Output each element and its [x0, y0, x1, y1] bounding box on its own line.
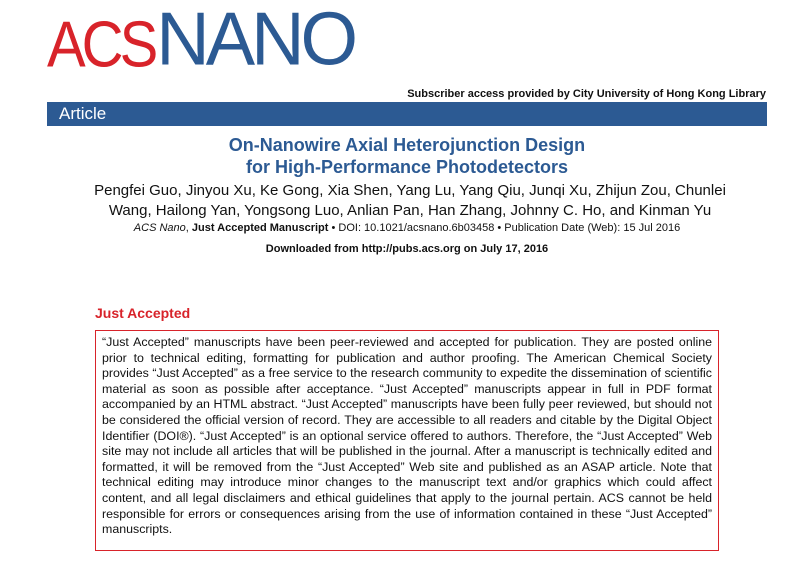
just-accepted-notice-text: “Just Accepted” manuscripts have been peer-reviewed and accepted for publication. They are posted online prior to technical editing, formatting for publication and author proofing. The American Chemical Society provides “Just Accepted” as a free service to the research community to expedite the dissemination of scientific material as soon as possible after acceptance. “Just Accepted” manuscripts appear in full in PDF format accompanied by an HTML abstract. “Just Accepted” manuscripts have been fully peer reviewed, but should not be considered the official version of record. They are accessible to all readers and citable by the Digital Object Identifier (DOI®). “Just Accepted” is an optional service offered to authors. Therefore, the “Just Accepted” Web site may not include all articles that will be published in the journal. After a manuscript is technically edited and formatted, it will be removed from the “Just Accepted” Web site and published as an ASAP article. Note that technical editing may introduce minor changes to the manuscript text and/or graphics which could affect content, and all legal disclaimers and ethical guidelines that apply to the journal pertain. ACS cannot be held responsible for errors or consequences arising from the use of information contained in these “Just Accepted” manuscripts.	[102, 335, 712, 537]
subscriber-access-note: Subscriber access provided by City University of Hong Kong Library	[407, 88, 766, 100]
acs-nano-logo	[47, 0, 355, 81]
article-section-label: Article	[59, 104, 107, 123]
logo-nano-text: NANO	[156, 0, 355, 81]
article-title-line-1: On-Nanowire Axial Heterojunction Design	[228, 135, 586, 155]
manuscript-status: Just Accepted Manuscript	[191, 222, 329, 234]
download-note: Downloaded from http://pubs.acs.org on July 17, 2016	[265, 243, 549, 255]
article-title-line-2: for High-Performance Photodetectors	[245, 157, 569, 177]
article-title	[47, 134, 767, 178]
citation-line: ACS Nano, Just Accepted Manuscript • DOI: 10.1021/acsnano.6b03458 • Publication Date (Web): 15 Jul 2016	[133, 222, 681, 234]
article-section-bar	[47, 102, 767, 126]
logo-acs-text: ACS	[47, 8, 155, 81]
author-list-line-1: Pengfei Guo, Jinyou Xu, Ke Gong, Xia Shen, Yang Lu, Yang Qiu, Junqi Xu, Zhijun Zou, Chunlei	[94, 182, 726, 199]
doi-and-date: • DOI: 10.1021/acsnano.6b03458 • Publication Date (Web): 15 Jul 2016	[328, 222, 681, 234]
author-list	[90, 181, 730, 221]
journal-name: ACS Nano	[133, 222, 186, 234]
just-accepted-notice-box	[95, 330, 719, 551]
author-list-line-2: Wang, Hailong Yan, Yongsong Luo, Anlian Pan, Han Zhang, Johnny C. Ho, and Kinman Yu	[108, 202, 712, 219]
just-accepted-heading: Just Accepted	[95, 305, 191, 321]
